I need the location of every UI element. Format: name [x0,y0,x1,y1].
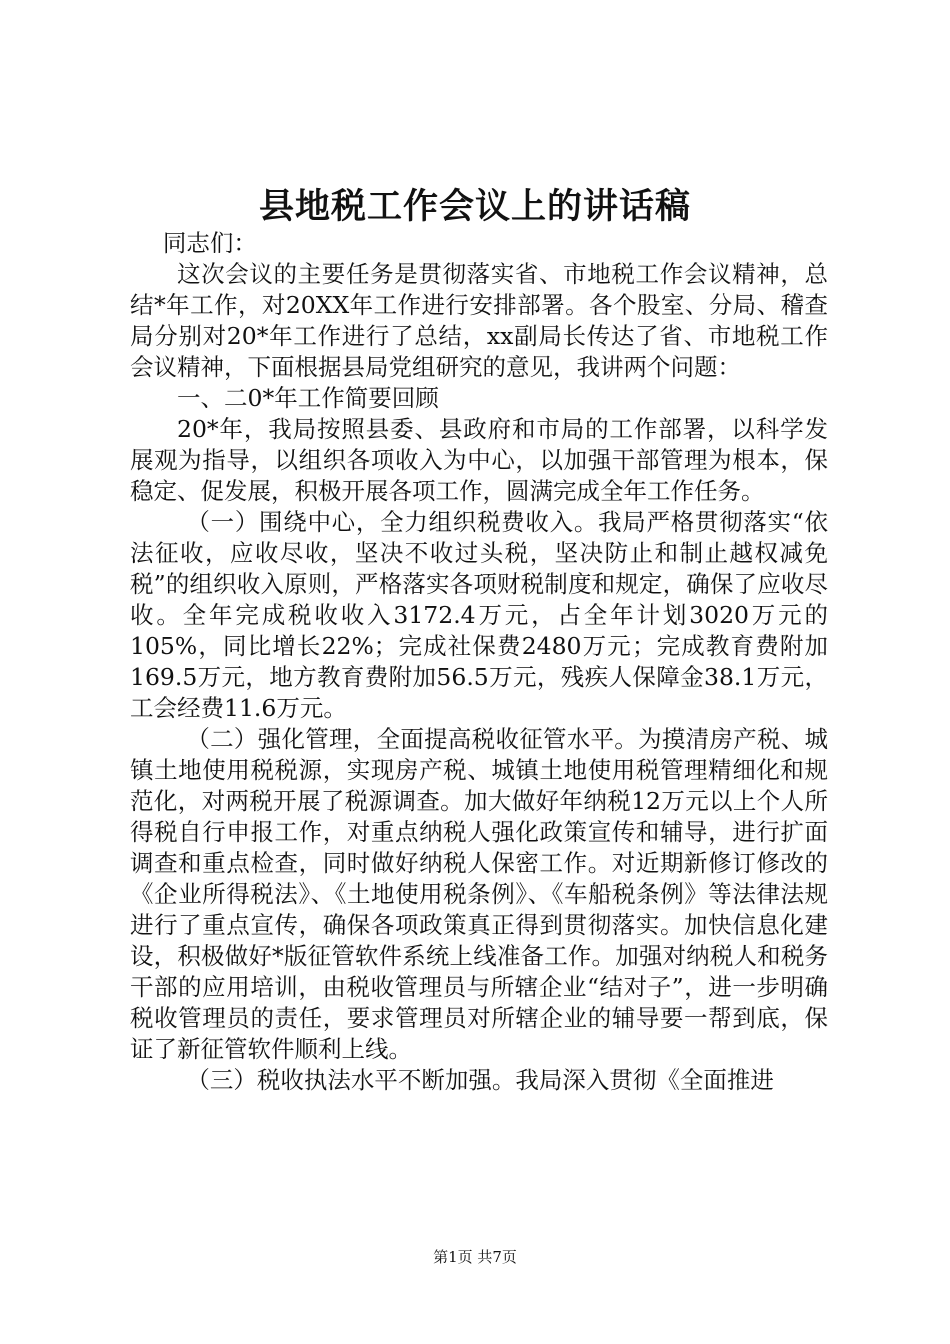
section-heading: 一、二0*年工作简要回顾 [177,384,439,412]
document-body [130,228,828,1096]
greeting-paragraph: 同志们： [162,229,257,257]
intro-paragraph: 这次会议的主要任务是贯彻落实省、市地税工作会议精神，总结*年工作，对20XX年工作进行安排部署。各个股室、分局、稽查局分别对20*年工作进行了总结，xx副局长传达了省、市地税工作会议精神，下面根据县局党组研究的意见，我讲两个问题： [130,260,828,381]
subsection-2-paragraph: （二）强化管理，全面提高税收征管水平。为摸清房产税、城镇土地使用税税源，实现房产税、城镇土地使用税管理精细化和规范化，对两税开展了税源调查。加大做好年纳税12万元以上个人所得税自行申报工作，对重点纳税人强化政策宣传和辅导，进行扩面调查和重点检查，同时做好纳税人保密工作。对近期新修订修改的《企业所得税法》、《土地使用税条例》、《车船税条例》等法律法规进行了重点宣传，确保各项政策真正得到贯彻落实。加快信息化建设，积极做好*版征管软件系统上线准备工作。加强对纳税人和税务干部的应用培训，由税收管理员与所辖企业“结对子”，进一步明确税收管理员的责任，要求管理员对所辖企业的辅导要一帮到底，保证了新征管软件顺利上线。 [130,725,828,1063]
document-title: 县地税工作会议上的讲话稿 [258,186,691,227]
subsection-1-paragraph: （一）围绕中心，全力组织税费收入。我局严格贯彻落实“依法征收，应收尽收，坚决不收过头税，坚决防止和制止越权减免税”的组织收入原则，严格落实各项财税制度和规定，确保了应收尽收。全年完成税收收入3172.4万元，占全年计划3020万元的105%，同比增长22%；完成社保费2480万元；完成教育费附加169.5万元，地方教育费附加56.5万元，残疾人保障金38.1万元，工会经费11.6万元。 [130,508,828,722]
summary-paragraph: 20*年，我局按照县委、县政府和市局的工作部署，以科学发展观为指导，以组织各项收入为中心，以加强干部管理为根本，保稳定、促发展，积极开展各项工作，圆满完成全年工作任务。 [130,415,828,505]
page-number-footer: 第1页 共7页 [433,1248,517,1266]
subsection-3-paragraph: （三）税收执法水平不断加强。我局深入贯彻《全面推进 [186,1066,774,1094]
